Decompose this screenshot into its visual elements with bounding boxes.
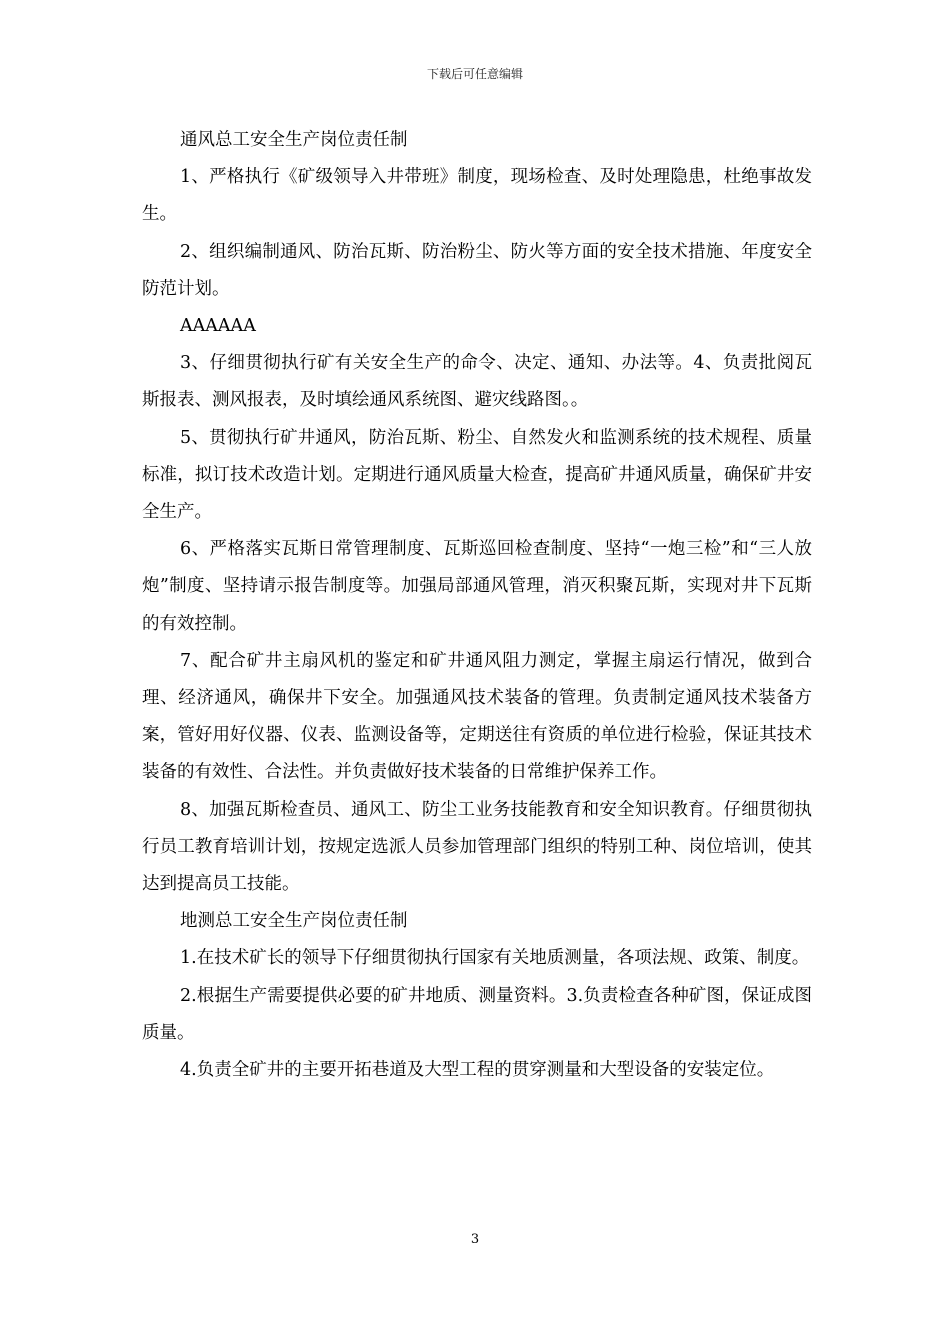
paragraph-item-2: 2、组织编制通风、防治瓦斯、防治粉尘、防火等方面的安全技术措施、年度安全防范计划。	[142, 241, 812, 299]
section-title-survey: 地测总工安全生产岗位责任制	[180, 911, 408, 932]
paragraph-item-5: 5、贯彻执行矿井通风，防治瓦斯、粉尘、自然发火和监测系统的技术规程、质量标准，拟订技术改造计划。定期进行通风质量大检查，提高矿井通风质量，确保矿井安全生产。	[142, 427, 812, 523]
document-body	[142, 122, 812, 1089]
paragraph-placeholder: AAAAAA	[180, 316, 256, 337]
paragraph-survey-2-3: 2.根据生产需要提供必要的矿井地质、测量资料。3.负责检查各种矿图，保证成图质量。	[142, 985, 812, 1043]
paragraph-survey-1: 1.在技术矿长的领导下仔细贯彻执行国家有关地质测量，各项法规、政策、制度。	[180, 948, 810, 969]
paragraph-item-6: 6、严格落实瓦斯日常管理制度、瓦斯巡回检查制度、坚持“一炮三检”和“三人放炮”制度、坚持请示报告制度等。加强局部通风管理，消灭积聚瓦斯，实现对井下瓦斯的有效控制。	[142, 539, 812, 634]
page-number: 3	[470, 1232, 480, 1247]
paragraph-item-1: 1、严格执行《矿级领导入井带班》制度，现场检查、及时处理隐患，杜绝事故发生。	[142, 167, 812, 225]
paragraph-item-3-4: 3、仔细贯彻执行矿有关安全生产的命令、决定、通知、办法等。4、负责批阅瓦斯报表、测风报表，及时填绘通风系统图、避灾线路图。。	[142, 353, 812, 411]
section-title-ventilation: 通风总工安全生产岗位责任制	[180, 130, 408, 150]
page-header: 下载后可任意编辑	[426, 67, 523, 81]
paragraph-item-8: 8、加强瓦斯检查员、通风工、防尘工业务技能教育和安全知识教育。仔细贯彻执行员工教育培训计划，按规定选派人员参加管理部门组织的特别工种、岗位培训，使其达到提高员工技能。	[142, 799, 812, 895]
paragraph-survey-4: 4.负责全矿井的主要开拓巷道及大型工程的贯穿测量和大型设备的安装定位。	[180, 1060, 775, 1081]
paragraph-item-7: 7、配合矿井主扇风机的鉴定和矿井通风阻力测定，掌握主扇运行情况，做到合理、经济通风，确保井下安全。加强通风技术装备的管理。负责制定通风技术装备方案，管好用好仪器、仪表、监测设备等，定期送往有资质的单位进行检验，保证其技术装备的有效性、合法性。并负责做好技术装备的日常维护保养工作。	[142, 650, 812, 783]
